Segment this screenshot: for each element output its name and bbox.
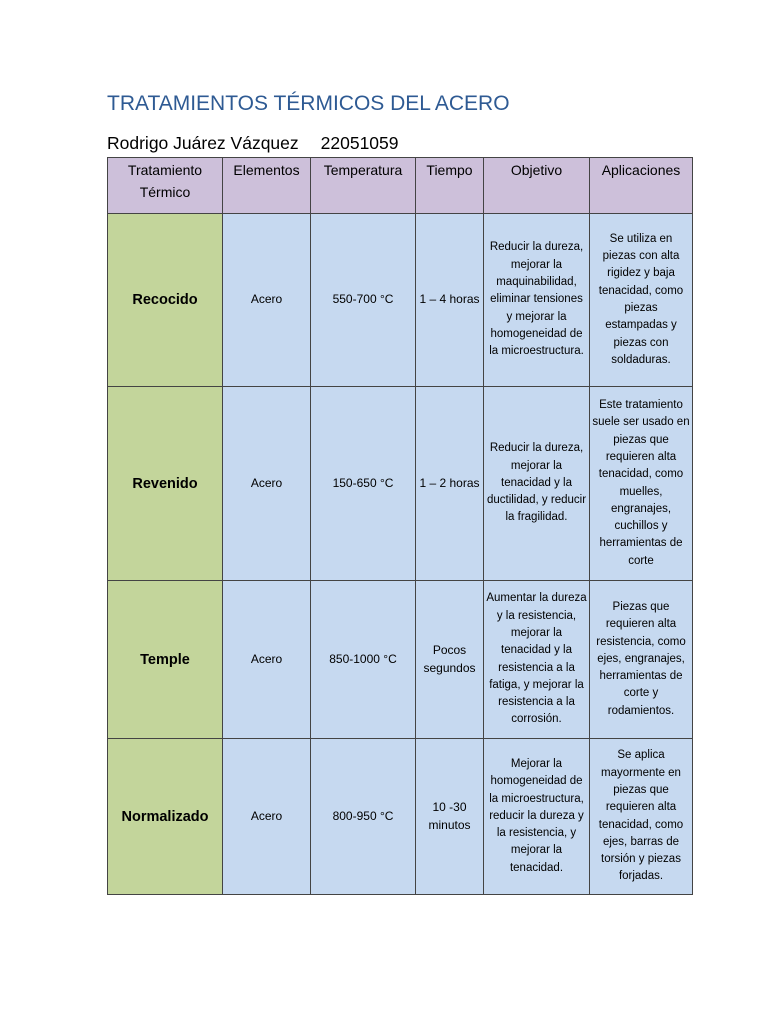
header-tratamiento: Tratamiento Térmico bbox=[108, 158, 223, 214]
temperature-cell: 850-1000 °C bbox=[311, 581, 416, 739]
header-aplicaciones: Aplicaciones bbox=[590, 158, 693, 214]
temperature-cell: 800-950 °C bbox=[311, 739, 416, 895]
header-temperatura: Temperatura bbox=[311, 158, 416, 214]
applications-cell: Se utiliza en piezas con alta rigidez y baja tenacidad, como piezas estampadas y piezas con soldaduras. bbox=[590, 214, 693, 387]
elements-cell: Acero bbox=[223, 581, 311, 739]
applications-cell: Se aplica mayormente en piezas que requieren alta tenacidad, como ejes, barras de torsión y piezas forjadas. bbox=[590, 739, 693, 895]
heat-treatments-table bbox=[107, 157, 693, 895]
header-elementos: Elementos bbox=[223, 158, 311, 214]
temperature-cell: 150-650 °C bbox=[311, 387, 416, 581]
header-tiempo: Tiempo bbox=[416, 158, 484, 214]
objective-cell: Aumentar la dureza y la resistencia, mejorar la tenacidad y la resistencia a la fatiga, y mejorar la resistencia a la corrosión. bbox=[484, 581, 590, 739]
author-name: Rodrigo Juárez Vázquez bbox=[107, 133, 299, 153]
time-cell: Pocos segundos bbox=[416, 581, 484, 739]
time-cell: 1 – 2 horas bbox=[416, 387, 484, 581]
elements-cell: Acero bbox=[223, 387, 311, 581]
time-cell: 10 -30 minutos bbox=[416, 739, 484, 895]
applications-cell: Piezas que requieren alta resistencia, como ejes, engranajes, herramientas de corte y rodamientos. bbox=[590, 581, 693, 739]
table-row bbox=[108, 214, 693, 387]
elements-cell: Acero bbox=[223, 739, 311, 895]
treatment-name: Temple bbox=[108, 581, 223, 739]
student-id: 22051059 bbox=[320, 133, 399, 153]
treatment-name: Normalizado bbox=[108, 739, 223, 895]
author-line bbox=[107, 133, 399, 154]
temperature-cell: 550-700 °C bbox=[311, 214, 416, 387]
header-objetivo: Objetivo bbox=[484, 158, 590, 214]
table-header-row bbox=[108, 158, 693, 214]
treatment-name: Revenido bbox=[108, 387, 223, 581]
table-row bbox=[108, 581, 693, 739]
objective-cell: Mejorar la homogeneidad de la microestructura, reducir la dureza y la resistencia, y mejorar la tenacidad. bbox=[484, 739, 590, 895]
table-row bbox=[108, 739, 693, 895]
table-row bbox=[108, 387, 693, 581]
objective-cell: Reducir la dureza, mejorar la tenacidad y la ductilidad, y reducir la fragilidad. bbox=[484, 387, 590, 581]
document-title: TRATAMIENTOS TÉRMICOS DEL ACERO bbox=[107, 92, 510, 115]
elements-cell: Acero bbox=[223, 214, 311, 387]
treatment-name: Recocido bbox=[108, 214, 223, 387]
applications-cell: Este tratamiento suele ser usado en piezas que requieren alta tenacidad, como muelles, engranajes, cuchillos y herramientas de corte bbox=[590, 387, 693, 581]
time-cell: 1 – 4 horas bbox=[416, 214, 484, 387]
objective-cell: Reducir la dureza, mejorar la maquinabilidad, eliminar tensiones y mejorar la homogeneidad de la microestructura. bbox=[484, 214, 590, 387]
